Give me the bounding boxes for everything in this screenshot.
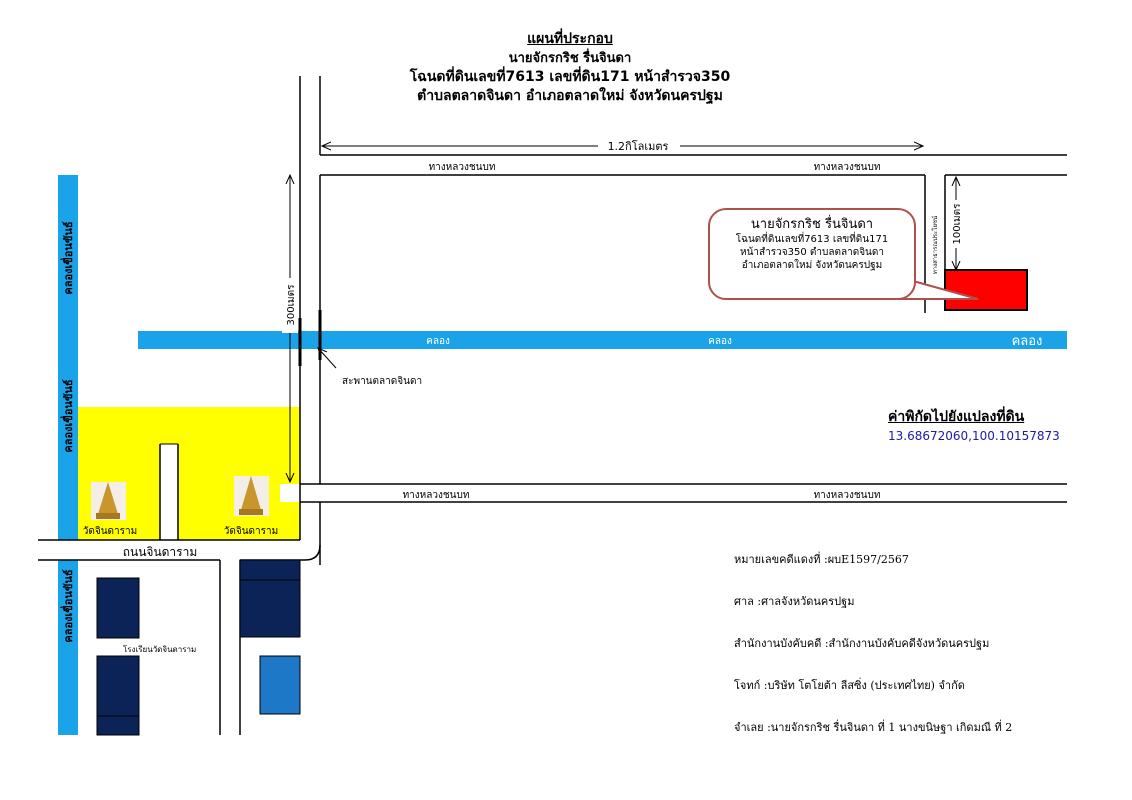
temple-label: วัดจินดาราม <box>82 526 138 537</box>
vertical-canal-label: คลองเขื่อนขันธ์ <box>62 569 75 643</box>
coordinates-title: ค่าพิกัดไปยังแปลงที่ดิน <box>888 409 1025 425</box>
building <box>97 578 139 638</box>
bridge-label: สะพานตลาดจินดา <box>342 376 423 387</box>
deed-info: โฉนดที่ดินเลขที่7613 เลขที่ดิน171 หน้าสำรวจ350 <box>409 69 731 85</box>
main-canal <box>138 331 1067 349</box>
vertical-canal-label: คลองเขื่อนขันธ์ <box>62 379 75 453</box>
callout-line: อำเภอตลาดใหม่ จังหวัดนครปฐม <box>741 260 883 271</box>
map-title: แผนที่ประกอบ <box>527 31 613 47</box>
callout-line: หน้าสำรวจ350 ตำบลตลาดจินดา <box>740 247 884 258</box>
temple-area <box>78 407 300 540</box>
road-label-bottom-left: ทางหลวงชนบท <box>402 490 470 501</box>
callout-line: โฉนดที่ดินเลขที่7613 เลขที่ดิน171 <box>735 234 889 245</box>
temple-label: วัดจินดาราม <box>223 526 279 537</box>
court-name: ศาล :ศาลจังหวัดนครปฐม <box>734 595 855 608</box>
building <box>240 580 300 637</box>
coordinates-value: 13.68672060,100.10157873 <box>888 429 1060 443</box>
building <box>97 716 139 735</box>
owner-callout <box>708 208 916 300</box>
road-label-top-left: ทางหลวงชนบท <box>428 162 496 173</box>
owner-name: นายจักรกริช รื่นจินดา <box>508 51 632 66</box>
side-road-label: ทางสาธารณประโยชน์ <box>932 215 939 275</box>
school-label: โรงเรียนวัดจินดาราม <box>123 645 197 654</box>
road-label-top-right: ทางหลวงชนบท <box>813 162 881 173</box>
temple-icon <box>234 476 269 516</box>
distance-100-label: 100เมตร <box>952 203 963 245</box>
distance-300-label: 300เมตร <box>286 284 297 326</box>
distance-label: 1.2กิโลเมตร <box>607 140 669 153</box>
building-light <box>260 656 300 714</box>
canal-label: คลอง <box>708 336 732 347</box>
building <box>97 656 139 716</box>
case-number: หมายเลขคดีแดงที่ :ผบE1597/2567 <box>734 553 909 566</box>
road-label-bottom-right: ทางหลวงชนบท <box>813 490 881 501</box>
street-label: ถนนจินดาราม <box>122 545 198 559</box>
location-info: ตำบลตลาดจินดา อำเภอตลาดใหม่ จังหวัดนครปฐม <box>417 88 723 104</box>
temple-icon <box>91 482 126 520</box>
land-plot <box>945 270 1027 310</box>
temple-inner-road <box>160 444 178 540</box>
enforcement-office: สำนักงานบังคับคดี :สำนักงานบังคับคดีจังหวัดนครปฐม <box>734 637 990 650</box>
callout-owner-name: นายจักรกริช รื่นจินดา <box>750 217 874 232</box>
canal-label: คลอง <box>1011 334 1043 349</box>
canal-label: คลอง <box>426 336 450 347</box>
defendant: จำเลย :นายจักรกริช รื่นจินดา ที่ 1 นางขนิษฐา เกิดมณี ที่ 2 <box>734 721 1013 734</box>
plaintiff: โจทก์ :บริษัท โตโยต้า ลีสซิ่ง (ประเทศไทย) จำกัด <box>734 679 965 692</box>
vertical-canal-label: คลองเขื่อนขันธ์ <box>62 221 75 295</box>
building <box>240 560 300 580</box>
